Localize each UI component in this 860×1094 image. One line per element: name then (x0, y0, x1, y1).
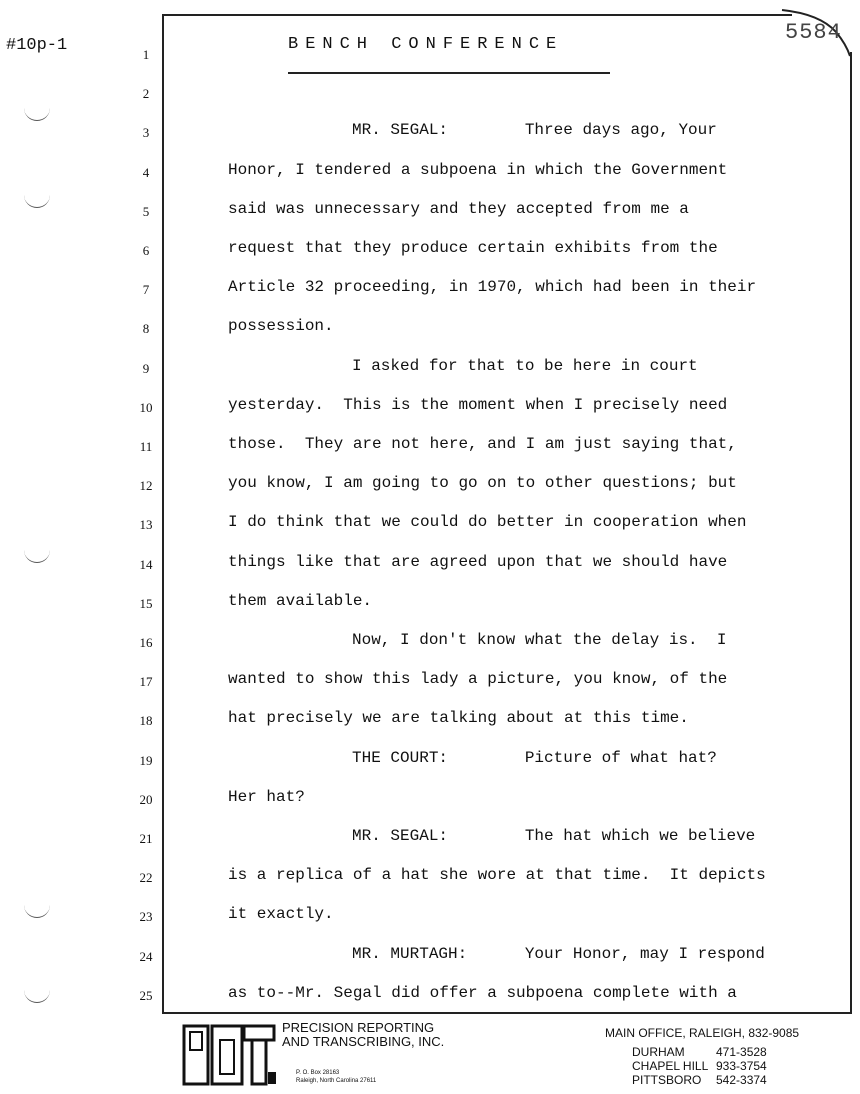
company-logo (182, 1022, 278, 1088)
transcript-line: Now, I don't know what the delay is. I (352, 631, 727, 649)
hole-punch-mark (24, 195, 50, 208)
line-number: 19 (139, 752, 153, 768)
title-underline (288, 72, 610, 74)
line-number: 17 (139, 674, 153, 690)
office-phone: 933-3754 (716, 1059, 767, 1073)
firm-name (282, 1021, 444, 1049)
line-number: 13 (139, 517, 153, 533)
line-number: 25 (139, 987, 153, 1003)
transcript-line: THE COURT: Picture of what hat? (352, 748, 717, 767)
line-number: 12 (139, 478, 153, 494)
line-number: 2 (142, 86, 150, 102)
hole-punch-mark (24, 108, 50, 121)
transcript-line: as to--Mr. Segal did offer a subpoena complete with a (228, 983, 737, 1002)
transcript-line: wanted to show this lady a picture, you know, of the (228, 670, 728, 689)
transcript-line: it exactly. (228, 905, 334, 924)
firm-name-line1: PRECISION REPORTING (282, 1020, 435, 1035)
transcript-line: hat precisely we are talking about at this time. (228, 709, 689, 728)
firm-name-line2: AND TRANSCRIBING, INC. (282, 1034, 445, 1049)
transcript-line: you know, I am going to go on to other questions; but (228, 474, 737, 493)
line-number: 22 (139, 870, 153, 886)
line-number: 24 (139, 948, 153, 964)
transcript-line: possession. (228, 317, 334, 336)
office-phone: 471-3528 (716, 1045, 767, 1059)
transcript-line: MR. SEGAL: The hat which we believe (352, 827, 756, 845)
page-title: BENCH CONFERENCE (288, 35, 564, 54)
line-number: 6 (142, 243, 150, 258)
transcript-line: things like that are agreed upon that we should have (228, 552, 728, 571)
hole-punch-mark (24, 990, 50, 1003)
hole-punch-mark (24, 550, 50, 563)
address-line1: P. O. Box 28163 (296, 1070, 340, 1076)
transcript-line: MR. SEGAL: Three days ago, Your (352, 121, 717, 140)
transcript-line: request that they produce certain exhibits from the (228, 239, 718, 257)
line-number: 4 (142, 164, 150, 180)
line-number: 20 (139, 791, 153, 807)
transcript-line: Her hat? (228, 787, 305, 806)
office-city: PITTSBORO (632, 1073, 702, 1087)
line-number: 8 (142, 321, 150, 337)
line-number: 14 (139, 556, 153, 572)
line-number: 18 (139, 713, 153, 729)
transcript-line: them available. (228, 591, 373, 610)
address-line2: Raleigh, North Carolina 27611 (296, 1078, 377, 1084)
line-number: 23 (139, 909, 153, 925)
main-office: MAIN OFFICE, RALEIGH, 832-9085 (605, 1026, 800, 1040)
line-number: 3 (142, 125, 150, 141)
page-number-stamp: 5584 (785, 20, 842, 45)
right-margin-rule (850, 52, 852, 1014)
transcript-line: Honor, I tendered a subpoena in which the Government (228, 160, 728, 179)
line-number: 5 (142, 203, 150, 219)
bottom-margin-rule (162, 1012, 852, 1014)
line-number: 15 (139, 595, 153, 611)
transcript-line: I do think that we could do better in cooperation when (228, 513, 747, 532)
transcript-line: Article 32 proceeding, in 1970, which had been in their (228, 278, 757, 297)
office-city: DURHAM (632, 1045, 685, 1059)
transcript-line: I asked for that to be here in court (352, 356, 698, 375)
office-phone: 542-3374 (716, 1073, 767, 1087)
transcript-line: those. They are not here, and I am just saying that, (228, 435, 737, 453)
line-number: 9 (142, 360, 150, 376)
transcript-line: MR. MURTAGH: Your Honor, may I respond (352, 944, 765, 963)
line-number: 1 (142, 47, 150, 62)
top-margin-rule (162, 14, 792, 16)
firm-address (296, 1069, 376, 1085)
hole-punch-mark (24, 905, 50, 918)
line-number: 7 (142, 282, 150, 298)
transcript-line: is a replica of a hat she wore at that time. It depicts (228, 866, 766, 885)
page-identifier: #10p-1 (6, 36, 68, 55)
line-number: 11 (139, 439, 153, 454)
transcript-line: said was unnecessary and they accepted from me a (228, 199, 689, 218)
line-number: 10 (139, 399, 153, 415)
transcript-line: yesterday. This is the moment when I precisely need (228, 395, 728, 414)
line-number: 21 (139, 831, 153, 846)
line-number: 16 (139, 635, 153, 650)
office-city: CHAPEL HILL (632, 1059, 709, 1073)
